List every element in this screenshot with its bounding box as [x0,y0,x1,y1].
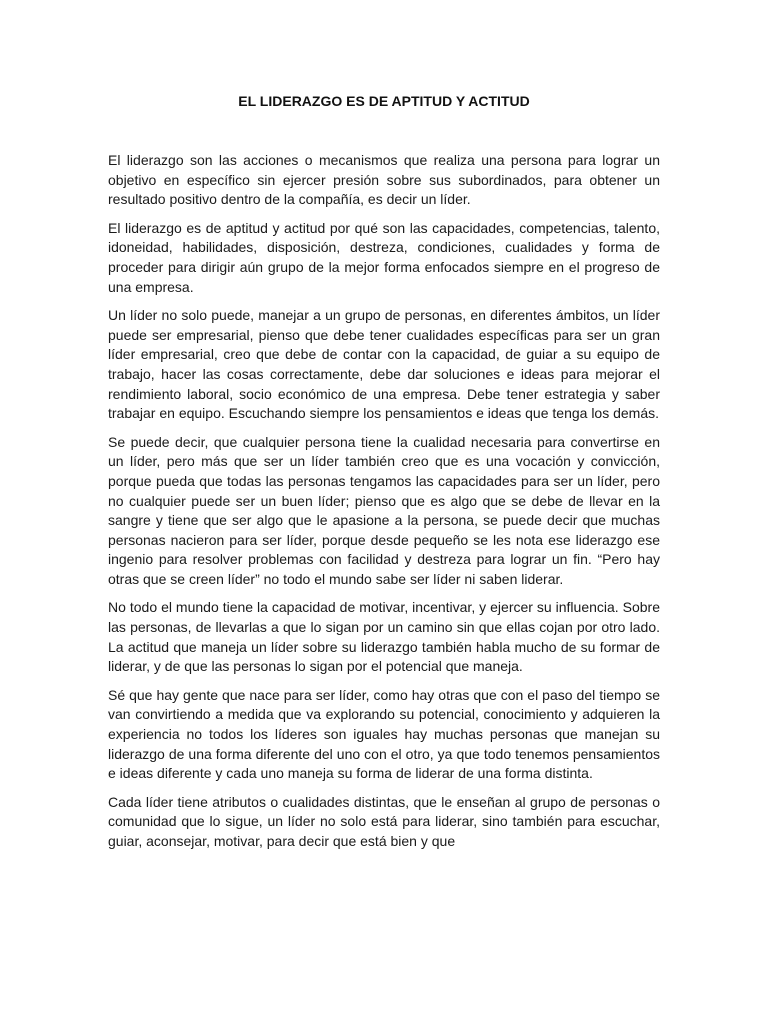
paragraph: El liderazgo son las acciones o mecanismos que realiza una persona para lograr un objetivo en específico sin ejercer presión sobre sus subordinados, para obtener un resultado positivo dentro de la compañía, es decir un líder. [108,152,660,208]
paragraph: Se puede decir, que cualquier persona tiene la cualidad necesaria para convertirse en un líder, pero más que ser un líder también creo que es una vocación y convicción, porque pueda que todas las personas tengamos las capacidades para ser un líder, pero no cualquier puede ser un buen líder; pienso que es algo que se debe de llevar en la sangre y tiene que ser algo que le apasione a la persona, se puede decir que muchas personas nacieron para ser líder, porque desde pequeño se les nota ese liderazgo ese ingenio para resolver problemas con facilidad y destreza para lograr un fin. “Pero hay otras que se creen líder” no todo el mundo sabe ser líder ni saben liderar. [108,433,660,587]
document-body [108,151,660,861]
paragraph: No todo el mundo tiene la capacidad de motivar, incentivar, y ejercer su influencia. Sobre las personas, de llevarlas a que lo sigan por un camino sin que ellas cojan por otro lado. La actitud que maneja un líder sobre su liderazgo también habla mucho de su formar de liderar, y de que las personas lo sigan por el potencial que maneja. [108,599,660,675]
paragraph: Cada líder tiene atributos o cualidades distintas, que le enseñan al grupo de personas o comunidad que lo sigue, un líder no solo está para liderar, sino también para escuchar, guiar, aconsejar, motivar, para decir que está bien y que [108,793,660,849]
document-title: EL LIDERAZGO ES DE APTITUD Y ACTITUD [238,93,530,109]
paragraph: Un líder no solo puede, manejar a un grupo de personas, en diferentes ámbitos, un líder puede ser empresarial, pienso que debe tener cualidades específicas para ser un gran líder empresarial, creo que debe de contar con la capacidad, de guiar a su equipo de trabajo, hacer las cosas correctamente, debe dar soluciones e ideas para mejorar el rendimiento laboral, socio económico de una empresa. Debe tener estrategia y saber trabajar en equipo. Escuchando siempre los pensamientos e ideas que tenga los demás. [108,307,660,422]
paragraph: El liderazgo es de aptitud y actitud por qué son las capacidades, competencias, talento, idoneidad, habilidades, disposición, destreza, condiciones, cualidades y forma de proceder para dirigir aún grupo de la mejor forma enfocados siempre en el progreso de una empresa. [108,219,660,295]
paragraph: Sé que hay gente que nace para ser líder, como hay otras que con el paso del tiempo se van convirtiendo a medida que va explorando su potencial, conocimiento y adquieren la experiencia no todos los líderes son iguales hay muchas personas que manejan su liderazgo de una forma diferente del uno con el otro, ya que todo tenemos pensamientos e ideas diferente y cada uno maneja su forma de liderar de una forma distinta. [108,686,660,782]
